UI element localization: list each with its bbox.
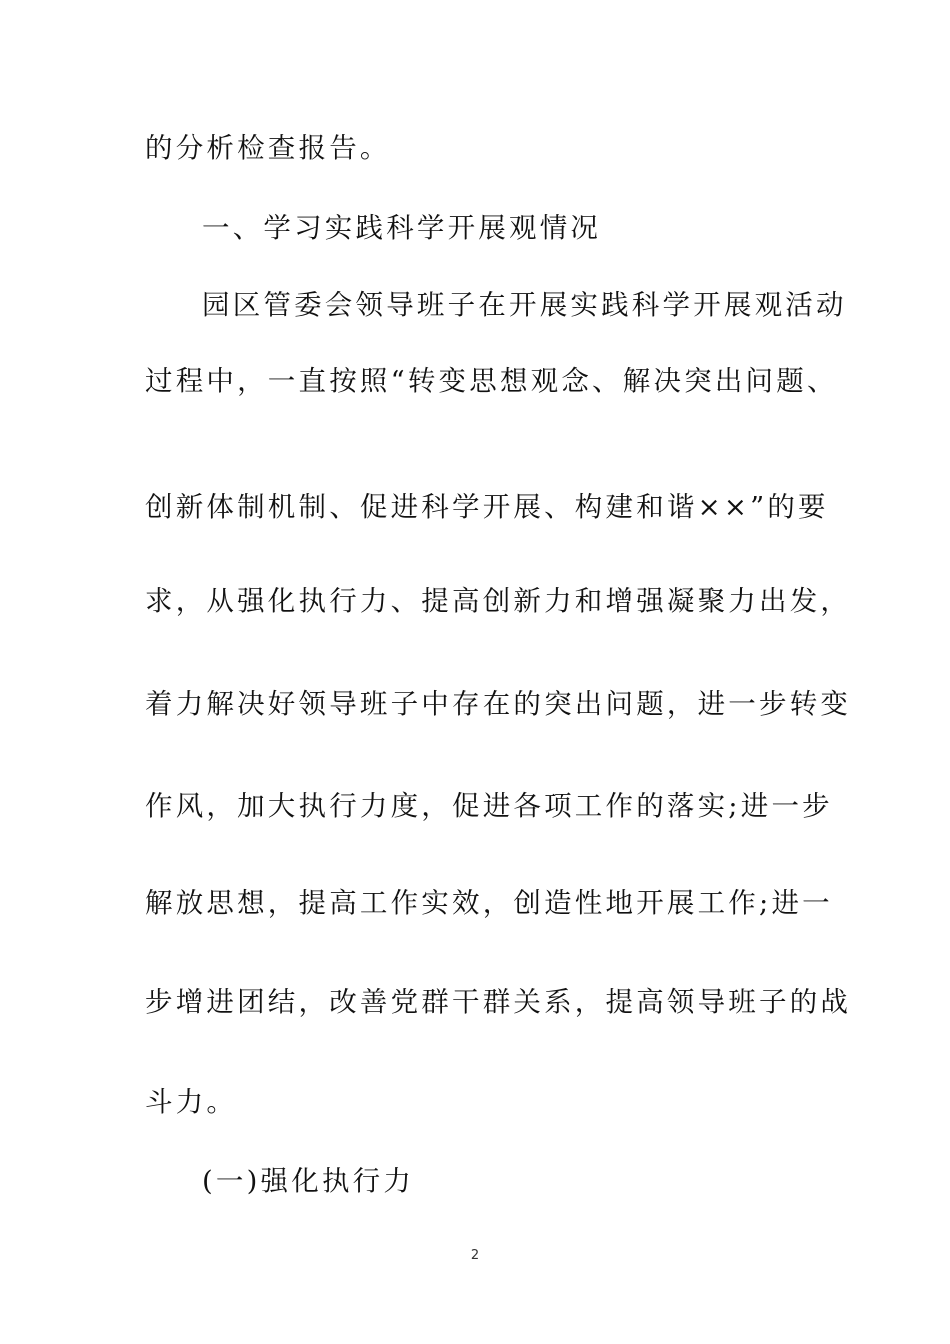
- page-number: 2: [470, 1248, 480, 1263]
- paragraph-line: 的分析检查报告。: [145, 132, 391, 164]
- paragraph-line: 解放思想，提高工作实效，创造性地开展工作;进一: [145, 887, 833, 919]
- paragraph-line: 步增进团结，改善党群干群关系，提高领导班子的战: [145, 986, 852, 1018]
- paragraph-line: 着力解决好领导班子中存在的突出问题，进一步转变: [145, 688, 852, 720]
- paragraph-line: 创新体制机制、促进科学开展、构建和谐××”的要: [145, 491, 829, 523]
- paragraph-line: 斗力。: [145, 1086, 238, 1118]
- paragraph-line: 求，从强化执行力、提高创新力和增强凝聚力出发，: [145, 585, 852, 617]
- paragraph-line: 过程中，一直按照“转变思想观念、解决突出问题、: [145, 365, 838, 397]
- section-heading: 一、学习实践科学开展观情况: [202, 212, 602, 244]
- paragraph-line: 作风，加大执行力度，促进各项工作的落实;进一步: [145, 790, 833, 822]
- subsection-heading: (一)强化执行力: [202, 1165, 415, 1197]
- paragraph-line: 园区管委会领导班子在开展实践科学开展观活动: [202, 289, 847, 321]
